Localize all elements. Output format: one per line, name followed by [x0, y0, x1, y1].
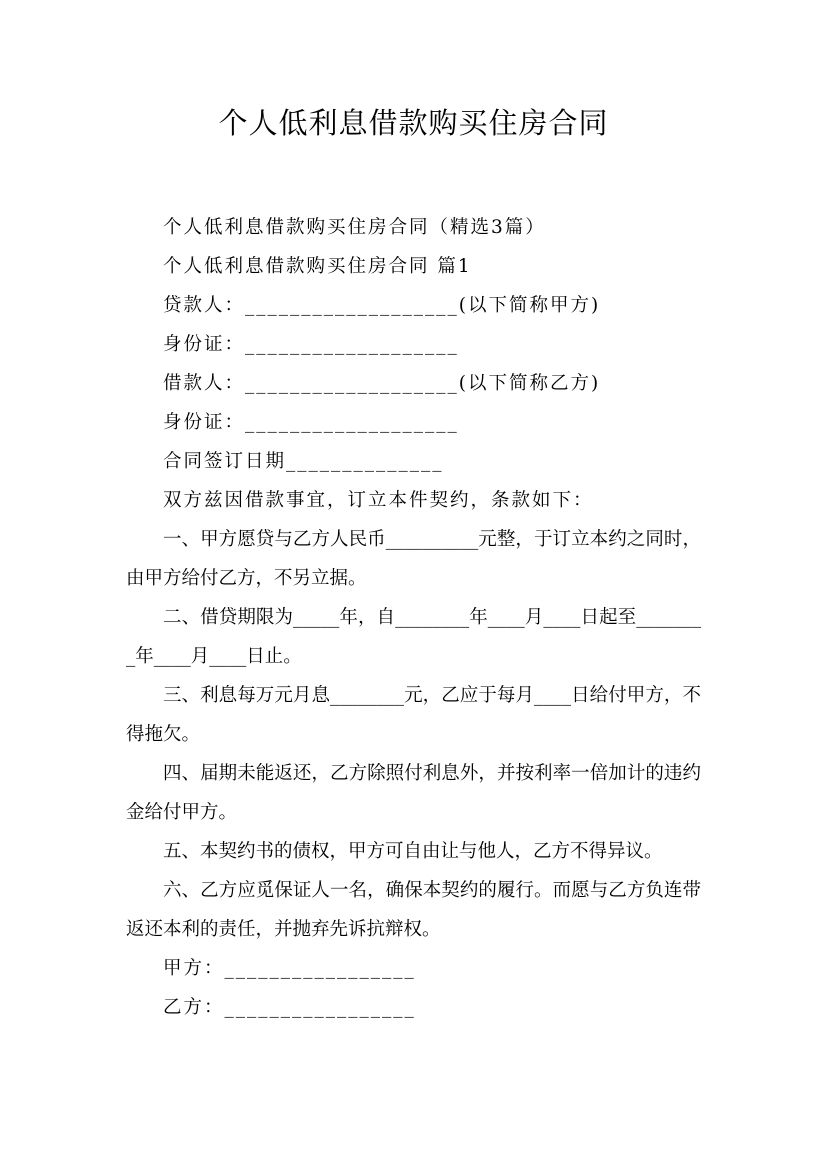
document-body [126, 208, 701, 1027]
signing-date-line: 合同签订日期______________ [163, 451, 444, 472]
clause-5: 五、本契约书的债权，甲方可自由让与他人，乙方不得异议。 [163, 841, 663, 862]
clause-3: 三、利息每万元月息________元，乙应于每月____日给付甲方，不得拖欠。 [126, 685, 701, 745]
clause-2: 二、借贷期限为_____年，自________年____月____日起至________年____月____日止。 [126, 607, 701, 667]
party-a-signature-line: 甲方：_________________ [163, 958, 416, 979]
clause-1: 一、甲方愿贷与乙方人民币__________元整，于订立本约之同时，由甲方给付乙方，不另立据。 [126, 529, 701, 589]
clause-6: 六、乙方应觅保证人一名，确保本契约的履行。而愿与乙方负连带返还本利的责任，并抛弃先诉抗辩权。 [126, 880, 701, 940]
document-title: 个人低利息借款购买住房合同 [218, 106, 609, 140]
party-b-signature-line: 乙方：_________________ [163, 997, 416, 1018]
lender-id-line: 身份证：___________________ [163, 334, 459, 355]
lender-line: 贷款人：___________________(以下简称甲方) [163, 295, 601, 316]
preamble-paragraph: 双方兹因借款事宜，订立本件契约，条款如下： [163, 490, 594, 511]
borrower-line: 借款人：___________________(以下简称乙方) [163, 373, 601, 394]
borrower-id-line: 身份证：___________________ [163, 412, 459, 433]
contract-section-heading: 个人低利息借款购买住房合同 篇1 [163, 256, 472, 277]
contract-subtitle: 个人低利息借款购买住房合同（精选3篇） [163, 217, 546, 238]
clause-4: 四、届期未能返还，乙方除照付利息外，并按利率一倍加计的违约金给付甲方。 [126, 763, 701, 823]
